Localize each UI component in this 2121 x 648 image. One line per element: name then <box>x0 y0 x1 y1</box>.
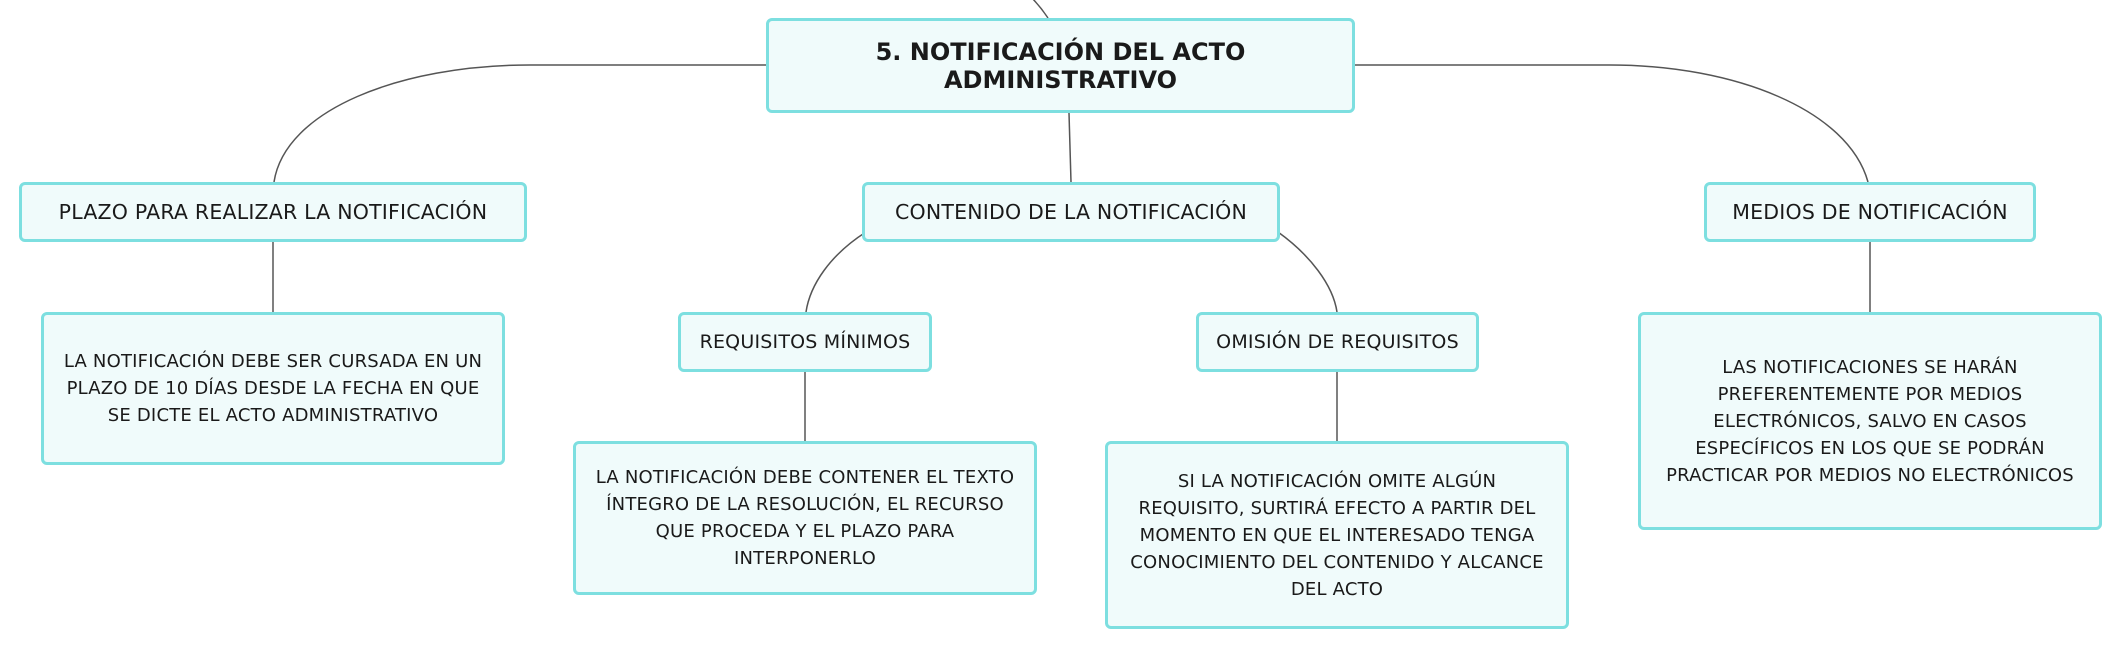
main-topic-node[interactable]: 5. NOTIFICACIÓN DEL ACTO ADMINISTRATIVO <box>766 18 1355 113</box>
connector-main-to-medios <box>1355 65 1868 182</box>
connector-main-to-plazo <box>274 65 766 182</box>
detail-omision-requisitos[interactable]: SI LA NOTIFICACIÓN OMITE ALGÚN REQUISITO, SURTIRÁ EFECTO A PARTIR DEL MOMENTO EN QUE EL INTERESADO TENGA CONOCIMIENTO DEL CONTENIDO Y ALCANCE DEL ACTO <box>1105 441 1569 629</box>
detail-requisitos-minimos[interactable]: LA NOTIFICACIÓN DEBE CONTENER EL TEXTO ÍNTEGRO DE LA RESOLUCIÓN, EL RECURSO QUE PROCEDA Y EL PLAZO PARA INTERPONERLO <box>573 441 1037 595</box>
topic-medios-notificacion[interactable]: MEDIOS DE NOTIFICACIÓN <box>1704 182 2036 242</box>
topic-contenido-notificacion[interactable]: CONTENIDO DE LA NOTIFICACIÓN <box>862 182 1280 242</box>
topic-plazo-notificacion[interactable]: PLAZO PARA REALIZAR LA NOTIFICACIÓN <box>19 182 527 242</box>
subtopic-omision-requisitos[interactable]: OMISIÓN DE REQUISITOS <box>1196 312 1479 372</box>
detail-medios-notificacion[interactable]: LAS NOTIFICACIONES SE HARÁN PREFERENTEMENTE POR MEDIOS ELECTRÓNICOS, SALVO EN CASOS ESPECÍFICOS EN LOS QUE SE PODRÁN PRACTICAR POR MEDIOS NO ELECTRÓNICOS <box>1638 312 2102 530</box>
connector-main-to-contenido <box>1069 113 1071 182</box>
connector-to-parent <box>1030 0 1048 18</box>
detail-plazo-notificacion[interactable]: LA NOTIFICACIÓN DEBE SER CURSADA EN UN PLAZO DE 10 DÍAS DESDE LA FECHA EN QUE SE DICTE EL ACTO ADMINISTRATIVO <box>41 312 505 465</box>
connector-contenido-to-requisitos <box>806 232 866 312</box>
subtopic-requisitos-minimos[interactable]: REQUISITOS MÍNIMOS <box>678 312 932 372</box>
connector-contenido-to-omision <box>1278 232 1337 312</box>
